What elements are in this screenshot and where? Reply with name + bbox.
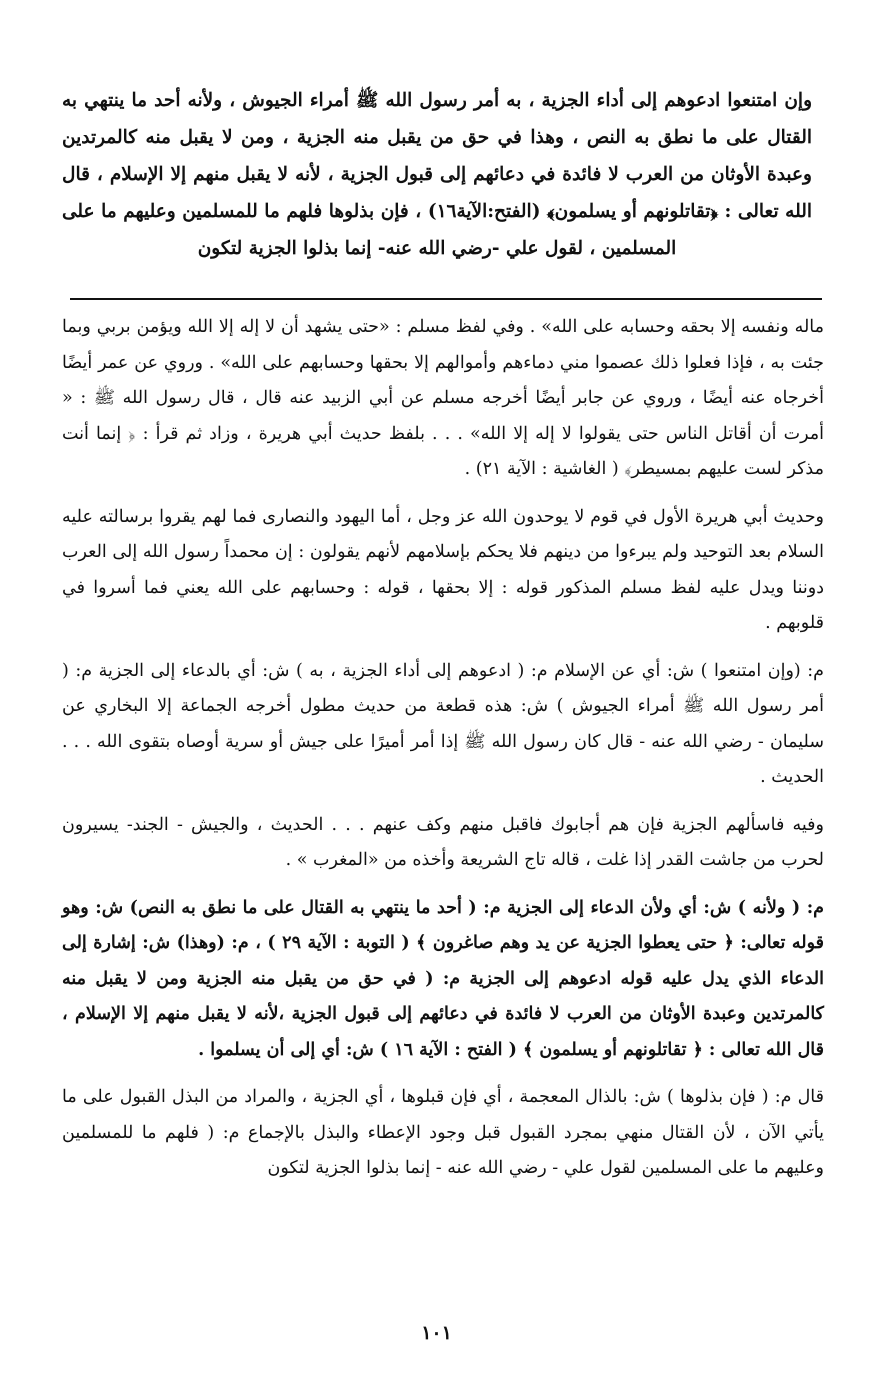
page-number: ١٠١ bbox=[421, 1322, 452, 1344]
commentary-paragraph: قال م: ( فإن بذلوها ) ش: بالذال المعجمة ، أي فإن قبلوها ، أي الجزية ، والمراد من البذل القبول على ما يأتي الآن ، لأن القتال منهي بمجرد القبول قبل وجود الإعطاء والبذل بالإجماع م: ( فلهم ما للمسلمين وعليهم ما على المسلمين لقول علي - رضي الله عنه - إنما بذلوا الجزية لتكون bbox=[62, 1087, 824, 1178]
commentary-paragraph: م: (وإن امتنعوا ) ش: أي عن الإسلام م: ( ادعوهم إلى أداء الجزية ، به ) ش: أي بالدعاء إلى الجزية م: ( أمر رسول الله ﷺ أمراء الجيوش ) ش: هذه قطعة من حديث مطول أخرجه الجماعة إلا البخاري عن سليمان - رضي الله عنه - قال كان رسول الله ﷺ إذا أمر أميرًا على جيش أو سرية أوصاه بتقوى الله . . . الحديث . bbox=[62, 660, 824, 787]
section-divider bbox=[70, 298, 822, 300]
main-text: وإن امتنعوا ادعوهم إلى أداء الجزية ، به أمر رسول الله ﷺ أمراء الجيوش ، ولأنه أحد ما ينتهي به القتال على ما نطق به النص ، وهذا في حق من يقبل منه الجزية ، ومن لا يقبل منه كالمرتدين وعبدة الأوثان من العرب لا فائدة في دعائهم إلى قبول الجزية ، لأنه لا يقبل منهم إلا الإسلام ، قال الله تعالى : ﴿تقاتلونهم أو يسلمون﴾ (الفتح:الآية١٦) ، فإن بذلوها فلهم ما للمسلمين وعليهم ما على المسلمين ، لقول علي -رضي الله عنه- إنما بذلوا الجزية لتكون bbox=[62, 90, 812, 259]
commentary-paragraph: وحديث أبي هريرة الأول في قوم لا يوحدون الله عز وجل ، أما اليهود والنصارى فما لهم يقروا برسالته عليه السلام بعد التوحيد ولم يبرءوا من دينهم فلا يحكم بإسلامهم لأنهم يقولون : إن محمداً رسول الله إلى العرب دوننا ويدل عليه لفظ مسلم المذكور قوله : إلا بحقها ، قوله : وحسابهم على الله يعني فما أسروا في قلوبهم . bbox=[62, 506, 824, 633]
commentary-paragraph: م: ( ولأنه ) ش: أي ولأن الدعاء إلى الجزية م: ( أحد ما ينتهي به القتال على ما نطق به النص) ش: وهو قوله تعالى: ﴿ حتى يعطوا الجزية عن يد وهم صاغرون ﴾ ( التوبة : الآية ٢٩ ) ، م: (وهذا) ش: إشارة إلى الدعاء الذي يدل عليه قوله ادعوهم إلى الجزية م: ( في حق من يقبل منه الجزية ومن لا يقبل منه كالمرتدين وعبدة الأوثان من العرب لا فائدة في دعائهم إلى قبول الجزية ،لأنه لا يقبل منهم إلا الإسلام ، قال الله تعالى : ﴿ تقاتلونهم أو يسلمون ﴾ ( الفتح : الآية ١٦ ) ش: أي إلى أن يسلموا . bbox=[62, 897, 824, 1060]
commentary-section bbox=[62, 310, 824, 1199]
commentary-paragraph: ماله ونفسه إلا بحقه وحسابه على الله» . وفي لفظ مسلم : «حتى يشهد أن لا إله إلا الله ويؤمن بربي وبما جئت به ، فإذا فعلوا ذلك عصموا مني دماءهم وأموالهم إلا بحقها وحسابهم على الله» . وروي عن عمر أيضًا أخرجاه عنه أيضًا ، وروي عن جابر أيضًا أخرجه مسلم عن أبي الزبيد عنه قال ، قال رسول الله ﷺ : « أمرت أن أقاتل الناس حتى يقولوا لا إله إلا الله» . . . بلفظ حديث أبي هريرة ، وزاد ثم قرأ : ﴿ إنما أنت مذكر لست عليهم بمسيطر﴾ ( الغاشية : الآية ٢١) . bbox=[62, 317, 824, 479]
commentary-paragraph: وفيه فاسألهم الجزية فإن هم أجابوك فاقبل منهم وكف عنهم . . . الحديث ، والجيش - الجند- يسيرون لحرب من جاشت القدر إذا غلت ، قاله تاج الشريعة وأخذه من «المغرب » . bbox=[62, 814, 824, 870]
